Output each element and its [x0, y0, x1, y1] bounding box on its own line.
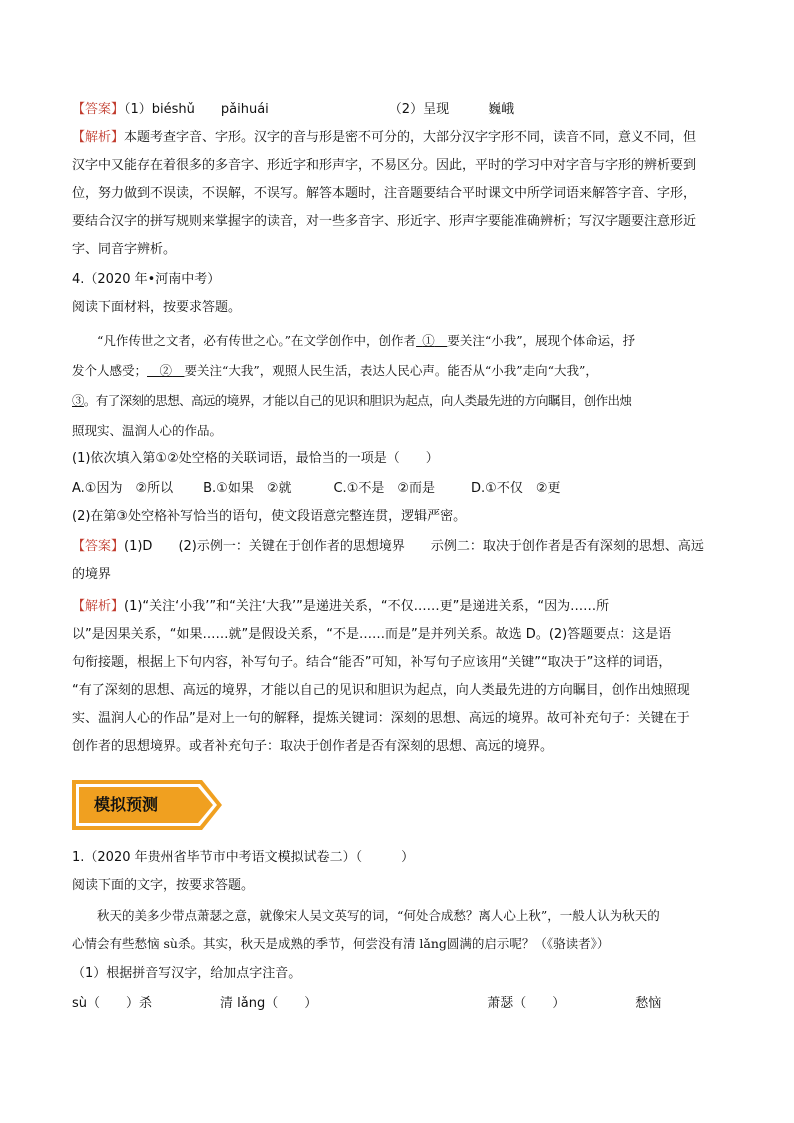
- sub-question-1: （1）根据拼音写汉字，给加点字注音。: [72, 966, 302, 981]
- passage-line: 照现实、温润人心的作品。: [72, 423, 223, 438]
- analysis-text: 本题考查字音、字形。汉字的音与形是密不可分的，大部分汉字字形不同，读音不同，意义不同，但: [124, 130, 697, 145]
- analysis-line: 以”是因果关系，“如果……就”是假设关系，“不是……而是”是并列关系。故选 D。(2)答题要点：这是语: [72, 627, 672, 642]
- answer-tag: 【答案】: [72, 102, 125, 117]
- analysis-line: 位，努力做到不误读，不误解，不误写。解答本题时，注音题要结合平时课文中所学词语来解答字音、字形，: [72, 186, 697, 201]
- answer-text-1: （1）biéshǔ pǎihuái: [124, 102, 269, 117]
- answer-text-2: （2）呈现 巍峨: [388, 102, 515, 117]
- question-instruction: 阅读下面的文字，按要求答题。: [72, 878, 255, 893]
- pinyin-item[interactable]: 清 lǎng（ ）: [220, 996, 318, 1011]
- option-d[interactable]: D.①不仅 ②更: [471, 481, 561, 496]
- analysis-line: 【解析】(1)“关注‘小我’”和“关注‘大我’”是递进关系，“不仅……更”是递进关系，“因为……所: [72, 599, 610, 614]
- passage-line: “凡作传世之文者，必有传世之心。”在文学创作中，创作者 ① 要关注“小我”，展现个体命运，抒: [72, 333, 636, 348]
- blank-1: ①: [422, 333, 435, 348]
- analysis-line: 创作者的思想境界。或者补充句子：取决于创作者是否有深刻的思想、高远的境界。: [72, 739, 554, 754]
- passage-line: 发个人感受； ② 要关注“大我”，观照人民生活，表达人民心声。能否从“小我”走向“大我”，: [72, 363, 598, 378]
- blank-2: ②: [159, 363, 173, 378]
- analysis-line: [72, 128, 722, 148]
- sub-question-2: (2)在第③处空格补写恰当的语句，使文段语意完整连贯，逻辑严密。: [72, 509, 467, 524]
- pinyin-item[interactable]: sù（ ）杀: [72, 996, 153, 1011]
- pinyin-item[interactable]: 愁恼: [635, 996, 662, 1011]
- question-source: 4.（2020 年•河南中考）: [72, 272, 221, 287]
- option-a[interactable]: A.①因为 ②所以: [72, 481, 174, 496]
- analysis-line: “有了深刻的思想、高远的境界，才能以自己的见识和胆识为起点，向人类最先进的方向瞩目，创作出烛照现: [72, 683, 690, 698]
- options-row: [72, 479, 722, 499]
- passage-line: 秋天的美多少带点萧瑟之意，就像宋人吴文英写的词，“何处合成愁？离人心上秋”，一般人认为秋天的: [72, 908, 660, 923]
- passage-line: 心情会有些愁恼 sù杀。其实，秋天是成熟的季节，何尝没有清 lǎng圆满的启示呢？（《骆读者》）: [72, 936, 610, 951]
- pinyin-item[interactable]: 萧瑟（ ）: [487, 996, 566, 1011]
- analysis-tag: 【解析】: [72, 599, 125, 614]
- banner-label: 模拟预测: [94, 795, 159, 814]
- analysis-line: 实、温润人心的作品”是对上一句的解释，提炼关键词：深刻的思想、高远的境界。故可补充句子：关键在于: [72, 711, 690, 726]
- passage-line: ③。有了深刻的思想、高远的境界，才能以自己的见识和胆识为起点，向人类最先进的方向瞩目，创作出烛: [72, 393, 632, 408]
- answer-line: [72, 100, 722, 120]
- analysis-tag: 【解析】: [72, 130, 125, 145]
- analysis-line: 汉字中又能存在着很多的多音字、形近字和形声字，不易区分。因此，平时的学习中对字音与字形的辨析要到: [72, 158, 697, 173]
- pinyin-row: [72, 994, 722, 1014]
- answer-line: 的境界: [72, 567, 112, 582]
- blank-3: ③: [72, 393, 84, 408]
- answer-tag: 【答案】: [72, 539, 125, 554]
- analysis-line: 要结合汉字的拼写规则来掌握字的读音，对一些多音字、形近字、形声字要能准确辨析；写汉字题要注意形近: [72, 214, 697, 229]
- question-instruction: 阅读下面材料，按要求答题。: [72, 300, 242, 315]
- question-source: 1.（2020 年贵州省毕节市中考语文模拟试卷二）（ ）: [72, 850, 415, 865]
- option-c[interactable]: C.①不是 ②而是: [333, 481, 436, 496]
- analysis-line: 字、同音字辨析。: [72, 242, 177, 257]
- section-banner: [72, 780, 222, 830]
- analysis-line: 句衔接题，根据上下句内容，补写句子。结合“能否”可知，补写句子应该用“关键”“取决于”这样的词语，: [72, 655, 672, 670]
- option-b[interactable]: B.①如果 ②就: [203, 481, 292, 496]
- answer-line: 【答案】(1)D (2)示例一：关键在于创作者的思想境界 示例二：取决于创作者是否有深刻的思想、高远: [72, 539, 704, 554]
- sub-question-1: (1)依次填入第①②处空格的关联词语，最恰当的一项是（ ）: [72, 451, 439, 466]
